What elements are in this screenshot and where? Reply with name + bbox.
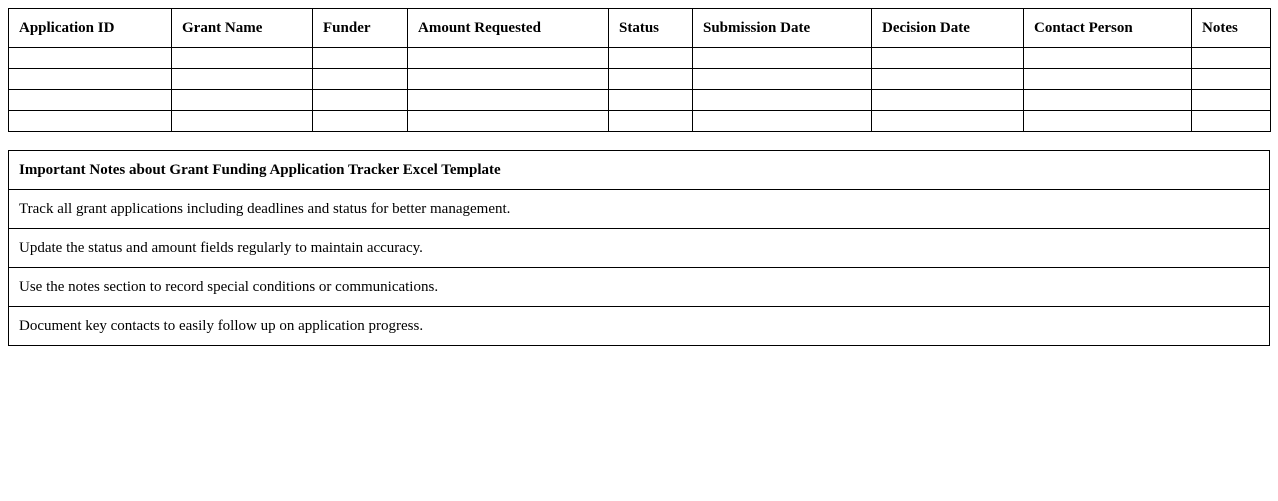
column-header-status[interactable]: Status (609, 9, 693, 48)
header-row (9, 9, 1271, 48)
table-row (9, 69, 1271, 90)
table-cell[interactable] (313, 90, 408, 111)
table-cell[interactable] (693, 69, 872, 90)
notes-header-row (9, 151, 1270, 190)
note-item: Track all grant applications including deadlines and status for better management. (9, 190, 1270, 229)
table-cell[interactable] (408, 90, 609, 111)
table-cell[interactable] (9, 69, 172, 90)
table-cell[interactable] (1024, 90, 1192, 111)
table-cell[interactable] (408, 111, 609, 132)
table-row (9, 48, 1271, 69)
table-cell[interactable] (1192, 90, 1271, 111)
note-item: Use the notes section to record special conditions or communications. (9, 268, 1270, 307)
table-cell[interactable] (609, 90, 693, 111)
table-cell[interactable] (313, 69, 408, 90)
note-item: Update the status and amount fields regularly to maintain accuracy. (9, 229, 1270, 268)
table-cell[interactable] (693, 90, 872, 111)
table-row (9, 111, 1271, 132)
table-cell[interactable] (1024, 111, 1192, 132)
column-header-amount-requested[interactable]: Amount Requested (408, 9, 609, 48)
column-header-funder[interactable]: Funder (313, 9, 408, 48)
table-cell[interactable] (872, 90, 1024, 111)
column-header-contact-person[interactable]: Contact Person (1024, 9, 1192, 48)
table-cell[interactable] (609, 48, 693, 69)
table-cell[interactable] (1024, 69, 1192, 90)
table-cell[interactable] (609, 69, 693, 90)
table-cell[interactable] (609, 111, 693, 132)
grant-tracker-table (8, 8, 1271, 132)
table-cell[interactable] (9, 111, 172, 132)
table-cell[interactable] (172, 48, 313, 69)
table-cell[interactable] (1192, 48, 1271, 69)
table-cell[interactable] (1192, 69, 1271, 90)
table-cell[interactable] (313, 48, 408, 69)
column-header-notes[interactable]: Notes (1192, 9, 1271, 48)
table-cell[interactable] (9, 48, 172, 69)
column-header-decision-date[interactable]: Decision Date (872, 9, 1024, 48)
table-cell[interactable] (1024, 48, 1192, 69)
note-row (9, 229, 1270, 268)
note-row (9, 190, 1270, 229)
table-cell[interactable] (408, 69, 609, 90)
column-header-grant-name[interactable]: Grant Name (172, 9, 313, 48)
table-cell[interactable] (313, 111, 408, 132)
table-cell[interactable] (872, 69, 1024, 90)
table-cell[interactable] (172, 69, 313, 90)
notes-title: Important Notes about Grant Funding Application Tracker Excel Template (9, 151, 1270, 190)
table-cell[interactable] (1192, 111, 1271, 132)
table-row (9, 90, 1271, 111)
note-row (9, 307, 1270, 346)
table-cell[interactable] (172, 111, 313, 132)
column-header-submission-date[interactable]: Submission Date (693, 9, 872, 48)
table-cell[interactable] (693, 111, 872, 132)
note-item: Document key contacts to easily follow up on application progress. (9, 307, 1270, 346)
table-cell[interactable] (872, 48, 1024, 69)
table-cell[interactable] (172, 90, 313, 111)
table-cell[interactable] (408, 48, 609, 69)
table-cell[interactable] (693, 48, 872, 69)
important-notes-table (8, 150, 1270, 346)
table-cell[interactable] (872, 111, 1024, 132)
column-header-application-id[interactable]: Application ID (9, 9, 172, 48)
note-row (9, 268, 1270, 307)
table-cell[interactable] (9, 90, 172, 111)
